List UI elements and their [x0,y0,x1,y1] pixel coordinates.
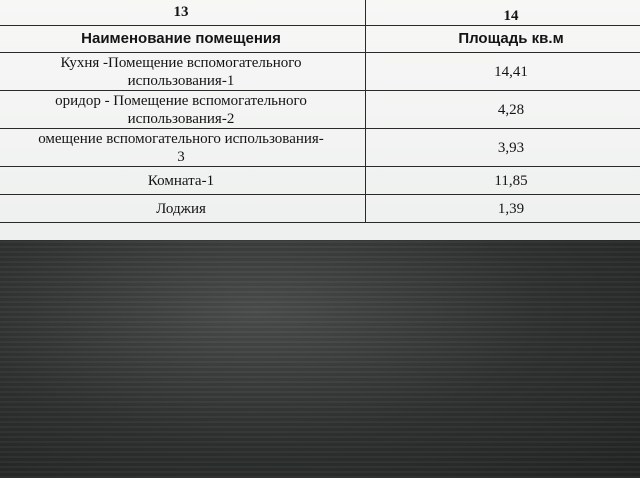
rooms-table [0,0,640,223]
column-number: 13 [0,0,366,26]
room-name-cell: Лоджия [0,195,366,223]
room-name-cell [0,53,366,91]
dark-background [0,240,640,478]
room-area: 1,39 [366,195,640,223]
room-area: 14,41 [366,53,640,91]
column-number-row [0,0,640,26]
room-name-cell [0,129,366,167]
room-area: 11,85 [366,167,640,195]
table-row [0,129,640,167]
room-name-line: оридор - Помещение вспомогательного [55,92,307,109]
room-name-line: 3 [177,148,185,165]
table-row [0,91,640,129]
room-name-line: Кухня -Помещение вспомогательного [60,54,302,71]
room-name-cell: Комната-1 [0,167,366,195]
header-room-name: Наименование помещения [0,26,366,53]
room-name-line: использования-1 [127,72,235,89]
table-row [0,195,640,223]
room-name-cell [0,91,366,129]
column-number: 14 [366,0,640,26]
room-name-line: омещение вспомогательного использования- [38,130,324,147]
room-area: 3,93 [366,129,640,167]
table-row [0,167,640,195]
table-row [0,53,640,91]
header-area: Площадь кв.м [366,26,640,53]
room-area: 4,28 [366,91,640,129]
header-row [0,26,640,53]
room-name-line: использования-2 [127,110,235,127]
